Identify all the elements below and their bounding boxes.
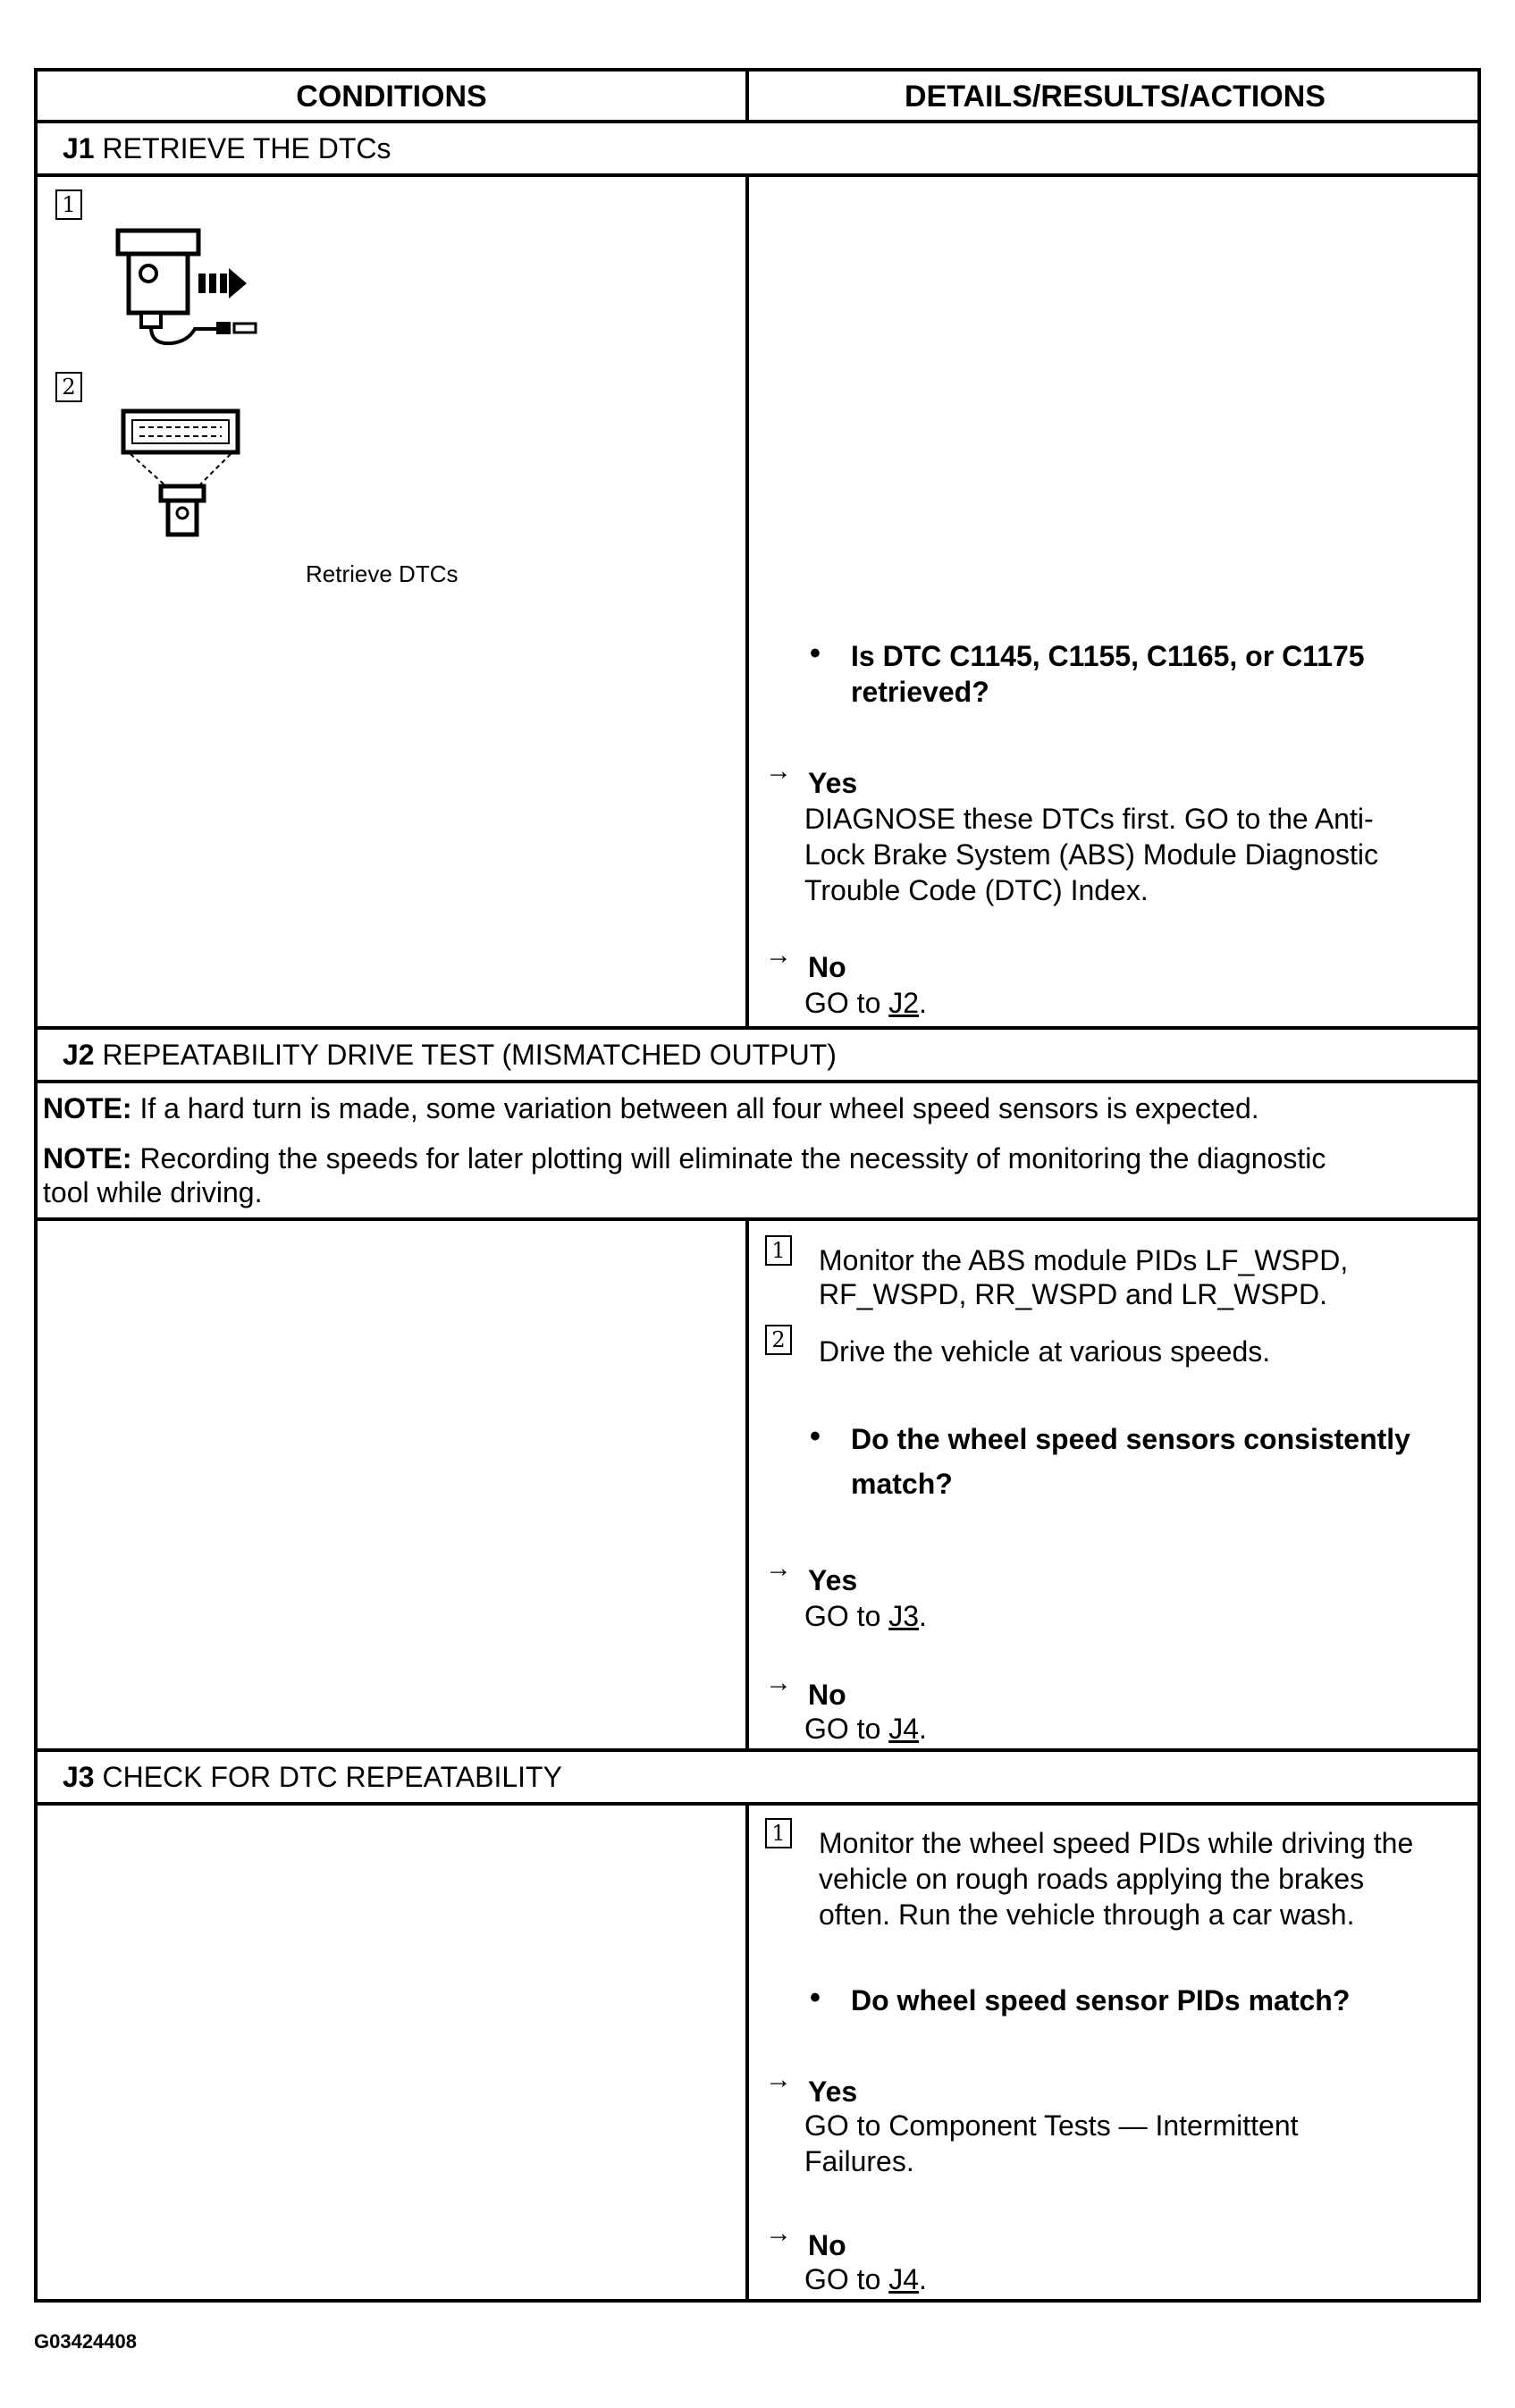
divider xyxy=(38,1748,1477,1752)
j1-question-line1: Is DTC C1145, C1155, C1165, or C1175 xyxy=(851,640,1365,672)
j3-step1-text: Monitor the wheel speed PIDs while driving the xyxy=(819,1827,1414,1859)
j3-yes-text: GO to Component Tests — Intermittent xyxy=(804,2109,1299,2142)
j2-question-line2: match? xyxy=(851,1468,953,1500)
j2-title: REPEATABILITY DRIVE TEST (MISMATCHED OUTPUT) xyxy=(102,1039,837,1071)
divider xyxy=(38,173,1477,177)
j1-no-text: GO to J2. xyxy=(804,987,927,1019)
j1-title-row xyxy=(63,131,391,166)
link-j4[interactable]: J4 xyxy=(888,1713,920,1745)
column-divider xyxy=(745,1217,749,1748)
j2-no-text: GO to J4. xyxy=(804,1713,927,1745)
arrow-right-icon: → xyxy=(765,2219,792,2248)
link-j4[interactable]: J4 xyxy=(888,2263,920,2295)
j2-yes-label: Yes xyxy=(808,1564,858,1596)
j2-question-line1: Do the wheel speed sensors consistently xyxy=(851,1423,1410,1455)
divider xyxy=(38,120,1477,123)
j1-title: RETRIEVE THE DTCs xyxy=(102,132,391,164)
link-j3[interactable]: J3 xyxy=(888,1600,920,1632)
j3-step-number: 1 xyxy=(765,1818,792,1848)
j3-no-text: GO to J4. xyxy=(804,2263,927,2295)
j3-step1-text: vehicle on rough roads applying the brakes xyxy=(819,1863,1365,1895)
scan-tool-connect-icon xyxy=(109,223,288,349)
j3-no-label: No xyxy=(808,2229,846,2261)
conditions-header: CONDITIONS xyxy=(296,80,487,114)
j2-step-number: 1 xyxy=(765,1235,792,1266)
j2-step1-text: RF_WSPD, RR_WSPD and LR_WSPD. xyxy=(819,1278,1328,1310)
retrieve-dtcs-caption: Retrieve DTCs xyxy=(306,560,459,587)
column-divider xyxy=(745,173,749,1026)
divider xyxy=(38,1080,1477,1083)
link-j2[interactable]: J2 xyxy=(888,987,920,1019)
j1-no-label: No xyxy=(808,951,846,983)
j3-title: CHECK FOR DTC REPEATABILITY xyxy=(102,1761,562,1793)
divider xyxy=(38,1217,1477,1221)
j1-yes-text: DIAGNOSE these DTCs first. GO to the Anti- xyxy=(804,803,1374,835)
details-header: DETAILS/RESULTS/ACTIONS xyxy=(905,80,1326,114)
j1-yes-label: Yes xyxy=(808,767,858,799)
j2-no-label: No xyxy=(808,1679,846,1711)
j2-note-2: NOTE: Recording the speeds for later plotting will eliminate the necessity of monitoring the diagnostic xyxy=(43,1142,1326,1175)
j1-step-number: 1 xyxy=(55,189,82,220)
j2-step-number: 2 xyxy=(765,1325,792,1355)
arrow-right-icon: → xyxy=(765,940,792,970)
j1-yes-text: Trouble Code (DTC) Index. xyxy=(804,874,1149,906)
arrow-right-icon: → xyxy=(765,1553,792,1583)
j2-title-row xyxy=(63,1037,837,1073)
figure-id: G03424408 xyxy=(34,2330,137,2353)
j2-note-2-cont: tool while driving. xyxy=(43,1176,263,1208)
j1-step-id: J1 xyxy=(63,132,95,164)
j2-step-id: J2 xyxy=(63,1039,95,1071)
j3-step1-text: often. Run the vehicle through a car wash. xyxy=(819,1899,1355,1931)
arrow-right-icon: → xyxy=(765,2065,792,2094)
j1-question-line2: retrieved? xyxy=(851,676,989,708)
j3-step-id: J3 xyxy=(63,1761,95,1793)
j2-step1-text: Monitor the ABS module PIDs LF_WSPD, xyxy=(819,1244,1349,1276)
j1-step-number: 2 xyxy=(55,372,82,402)
divider xyxy=(38,1802,1477,1806)
j3-yes-label: Yes xyxy=(808,2075,858,2108)
j2-yes-text: GO to J3. xyxy=(804,1600,927,1632)
bullet-icon: • xyxy=(810,636,821,670)
j3-question: Do wheel speed sensor PIDs match? xyxy=(851,1984,1351,2016)
j2-note-1: NOTE: If a hard turn is made, some variation between all four wheel speed sensors is expected. xyxy=(43,1092,1259,1124)
j1-yes-text: Lock Brake System (ABS) Module Diagnostic xyxy=(804,838,1379,871)
bullet-icon: • xyxy=(810,1419,821,1453)
column-divider xyxy=(745,1802,749,2303)
j3-title-row xyxy=(63,1759,562,1795)
arrow-right-icon: → xyxy=(765,1668,792,1697)
scan-tool-display-icon xyxy=(118,408,252,542)
j2-step2-text: Drive the vehicle at various speeds. xyxy=(819,1335,1271,1368)
j3-yes-text: Failures. xyxy=(804,2145,914,2177)
divider xyxy=(38,1026,1477,1030)
bullet-icon: • xyxy=(810,1981,821,2015)
arrow-right-icon: → xyxy=(765,756,792,786)
diagnostic-table xyxy=(34,68,1481,2303)
